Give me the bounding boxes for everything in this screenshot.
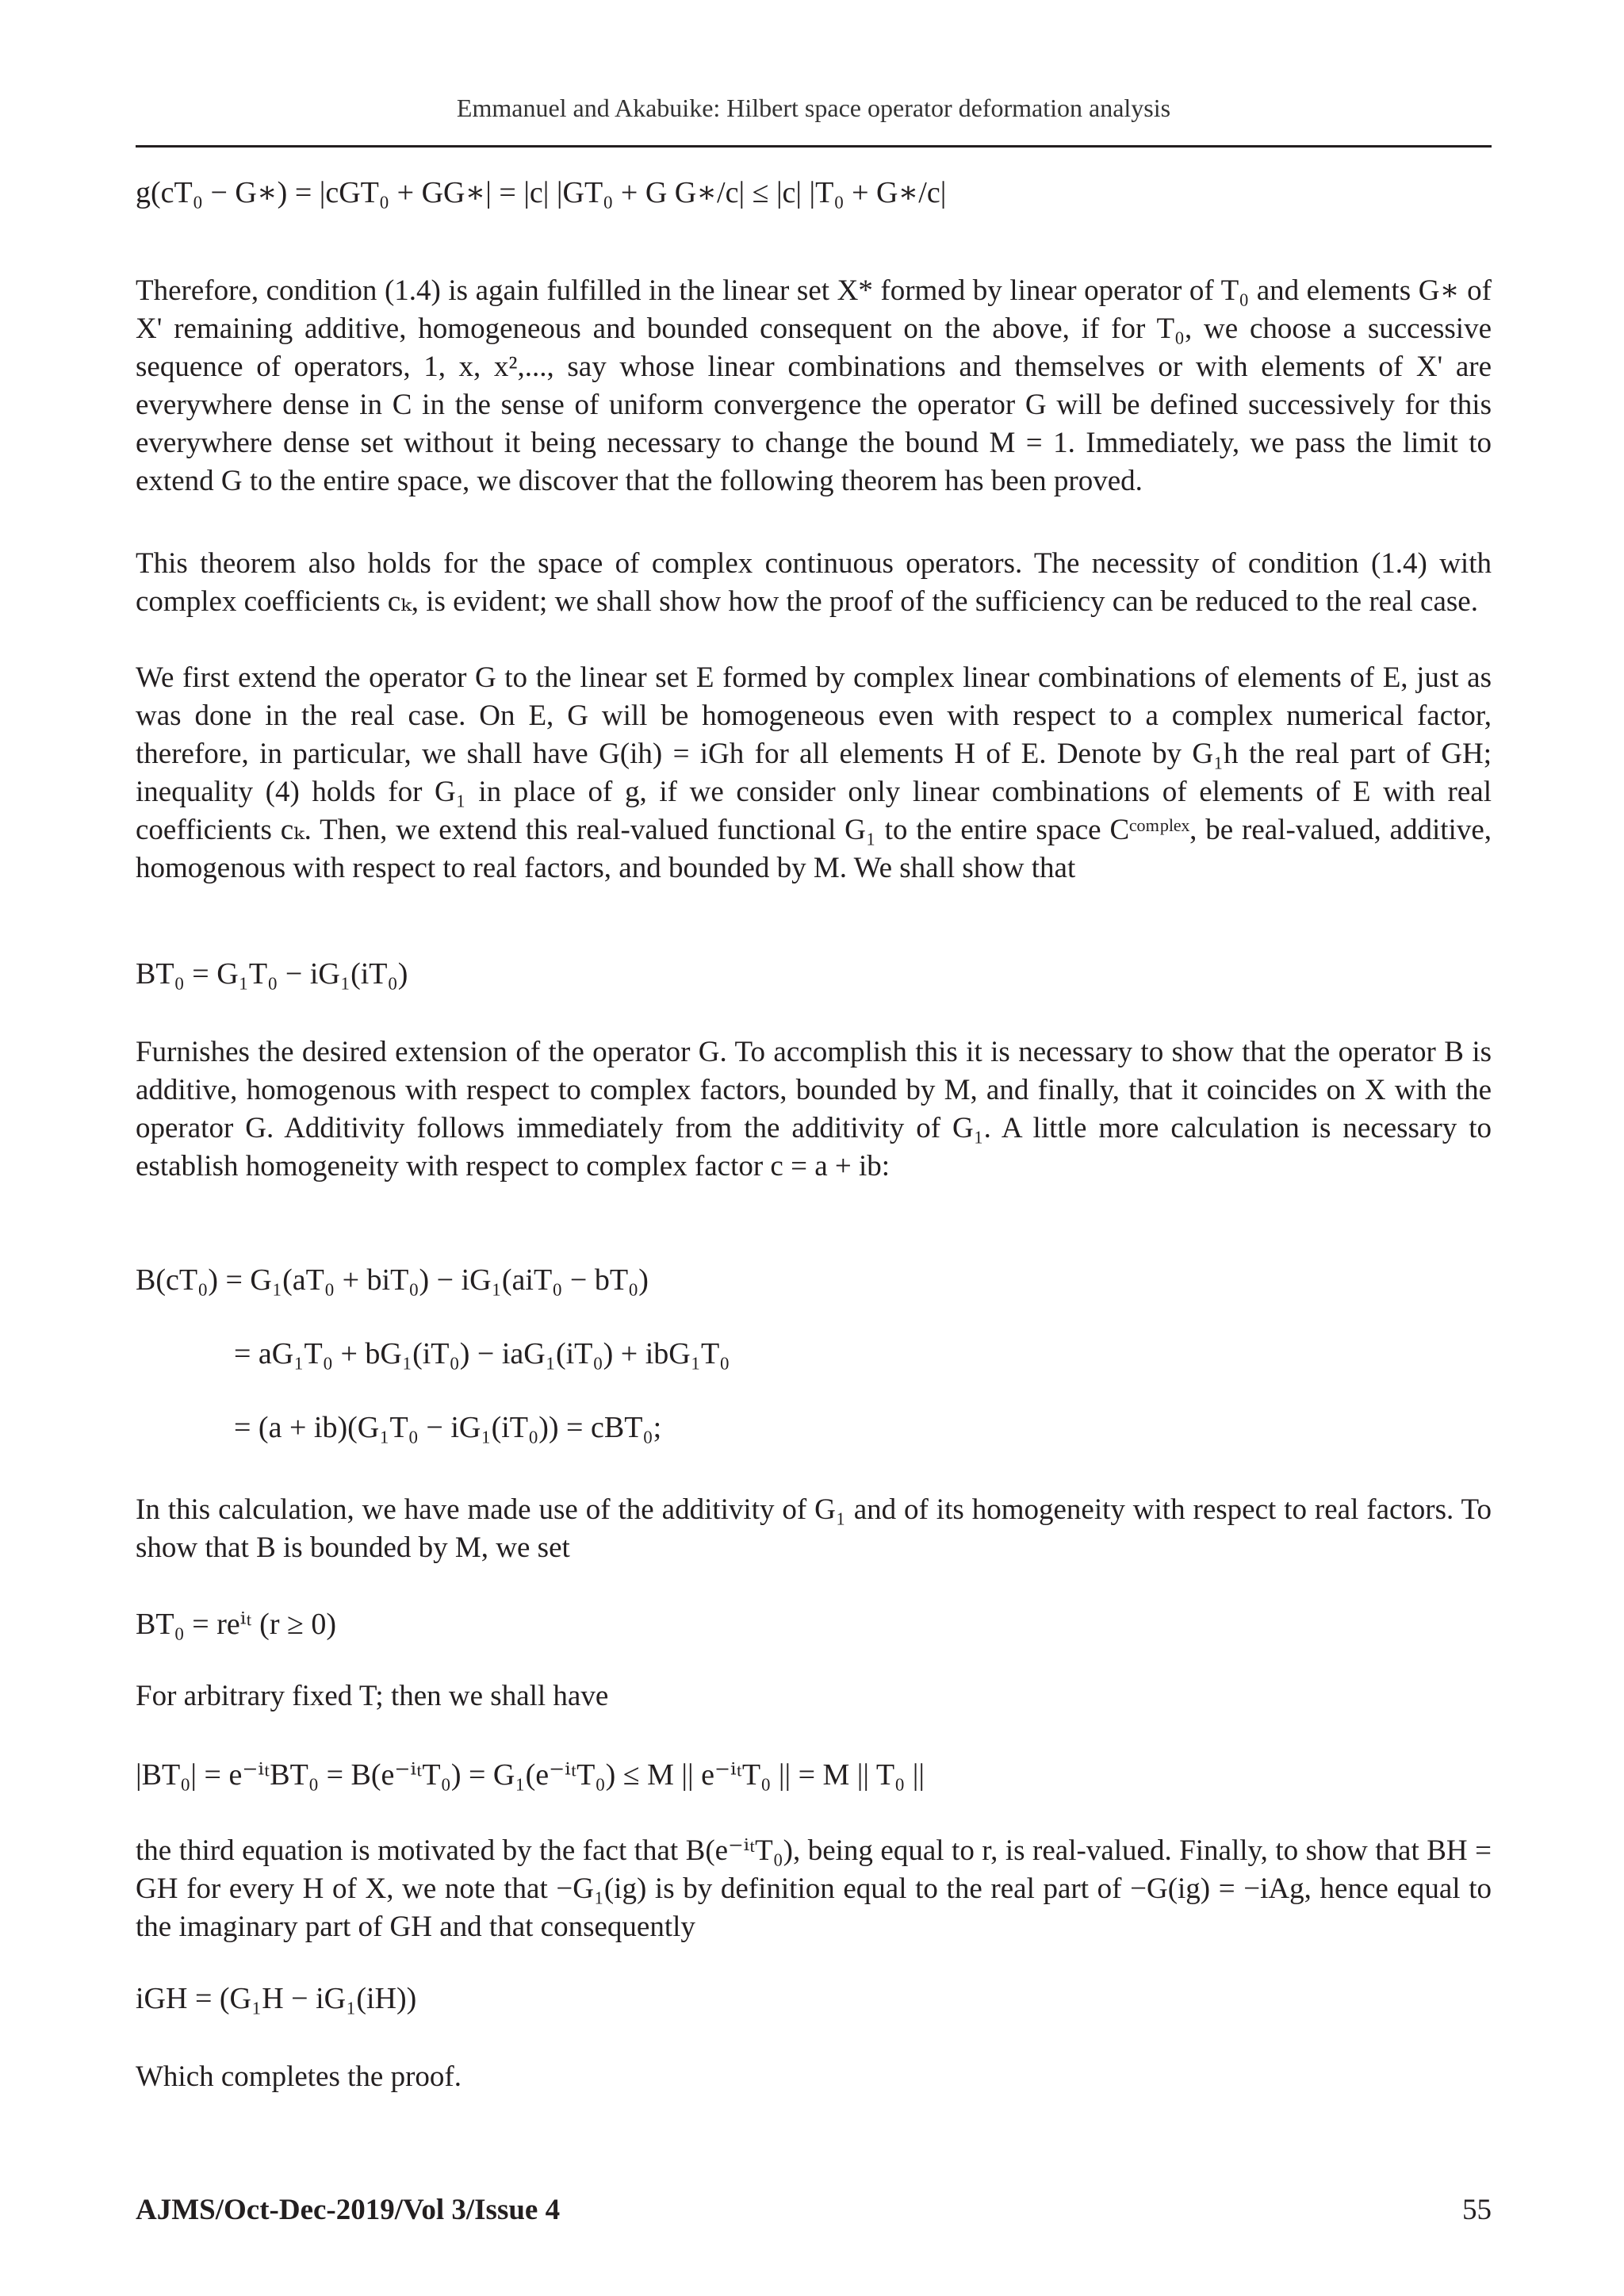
equation-3b: = aG₁T₀ + bG₁(iT₀) − iaG₁(iT₀) + ibG₁T₀ [234,1337,730,1370]
paragraph-4 [136,1033,1492,1186]
paragraph-7-text: the third equation is motivated by the fact that B(e⁻ⁱᵗT₀), being equal to r, is real-valued. Finally, to show that BH = GH for every H of X, we note that −G₁(ig) is by definition equal to the real part of −G(ig) = −iAg, hence equal to the imaginary part of GH and that consequently [136,1834,1492,1943]
paragraph-3 [136,659,1492,887]
paragraph-2-text: This theorem also holds for the space of complex continuous operators. The necessity of condition (1.4) with complex coefficients cₖ, is evident; we shall show how the proof of the sufficiency can be reduced to the real case. [136,547,1492,618]
paragraph-1-text: Therefore, condition (1.4) is again fulfilled in the linear set X* formed by linear operator of T₀ and elements G∗ of X' remaining additive, homogeneous and bounded consequent on the above, if for T₀, we choose a successive sequence of operators, 1, x, x²,..., say whose linear combinations and themselves or with elements of X' are everywhere dense in C in the sense of uniform convergence the operator G will be defined successively for this everywhere dense set without it being necessary to change the bound M = 1. Immediately, we pass the limit to extend G to the entire space, we discover that the following theorem has been proved. [136,274,1492,497]
equation-3a: B(cT₀) = G₁(aT₀ + biT₀) − iG₁(aiT₀ − bT₀) [136,1263,649,1297]
equation-3c: = (a + ib)(G₁T₀ − iG₁(iT₀)) = cBT₀; [234,1411,662,1444]
header-rule [136,145,1492,148]
paragraph-6-text: For arbitrary fixed T; then we shall have [136,1680,609,1712]
paragraph-3-text: We first extend the operator G to the linear set E formed by complex linear combinations of elements of E, just as was done in the real case. On E, G will be homogeneous even with respect to a complex numerical factor, therefore, in particular, we shall have G(ih) = iGh for all elements H of E. Denote by G₁h the real part of GH; inequality (4) holds for G₁ in place of g, if we consider only linear combinations of elements of E with real coefficients cₖ. Then, we extend this real-valued functional G₁ to the entire space Cᶜᵒᵐᵖˡᵉˣ, be real-valued, additive, homogenous with respect to real factors, and bounded by M. We shall show that [136,661,1492,884]
equation-2: BT₀ = G₁T₀ − iG₁(iT₀) [136,957,408,991]
paragraph-4-text: Furnishes the desired extension of the operator G. To accomplish this it is necessary to show that the operator B is additive, homogenous with respect to complex factors, bounded by M, and finally, that it coincides on X with the operator G. Additivity follows immediately from the additivity of G₁. A little more calculation is necessary to establish homogeneity with respect to complex factor c = a + ib: [136,1036,1492,1182]
paragraph-2 [136,545,1492,621]
paragraph-8 [136,2058,1492,2096]
equation-5: |BT₀| = e⁻ⁱᵗBT₀ = B(e⁻ⁱᵗT₀) = G₁(e⁻ⁱᵗT₀) ≤ M || e⁻ⁱᵗT₀ || = M || T₀ || [136,1758,925,1792]
paper-page [136,0,1492,2296]
paragraph-6 [136,1677,1492,1715]
paragraph-1 [136,272,1492,500]
page-number: 55 [1462,2194,1492,2226]
equation-1: g(cT₀ − G∗) = |cGT₀ + GG∗| = |c| |GT₀ + G G∗/c| ≤ |c| |T₀ + G∗/c| [136,176,947,209]
equation-6: iGH = (G₁H − iG₁(iH)) [136,1982,417,2015]
journal-citation: AJMS/Oct-Dec-2019/Vol 3/Issue 4 [136,2194,561,2226]
paragraph-5 [136,1491,1492,1567]
running-title: Emmanuel and Akabuike: Hilbert space operator deformation analysis [456,94,1171,122]
paragraph-8-text: Which completes the proof. [136,2060,462,2093]
paragraph-7 [136,1832,1492,1946]
equation-4: BT₀ = reⁱᵗ (r ≥ 0) [136,1608,336,1641]
paragraph-5-text: In this calculation, we have made use of the additivity of G₁ and of its homogeneity with respect to real factors. To show that B is bounded by M, we set [136,1493,1492,1564]
